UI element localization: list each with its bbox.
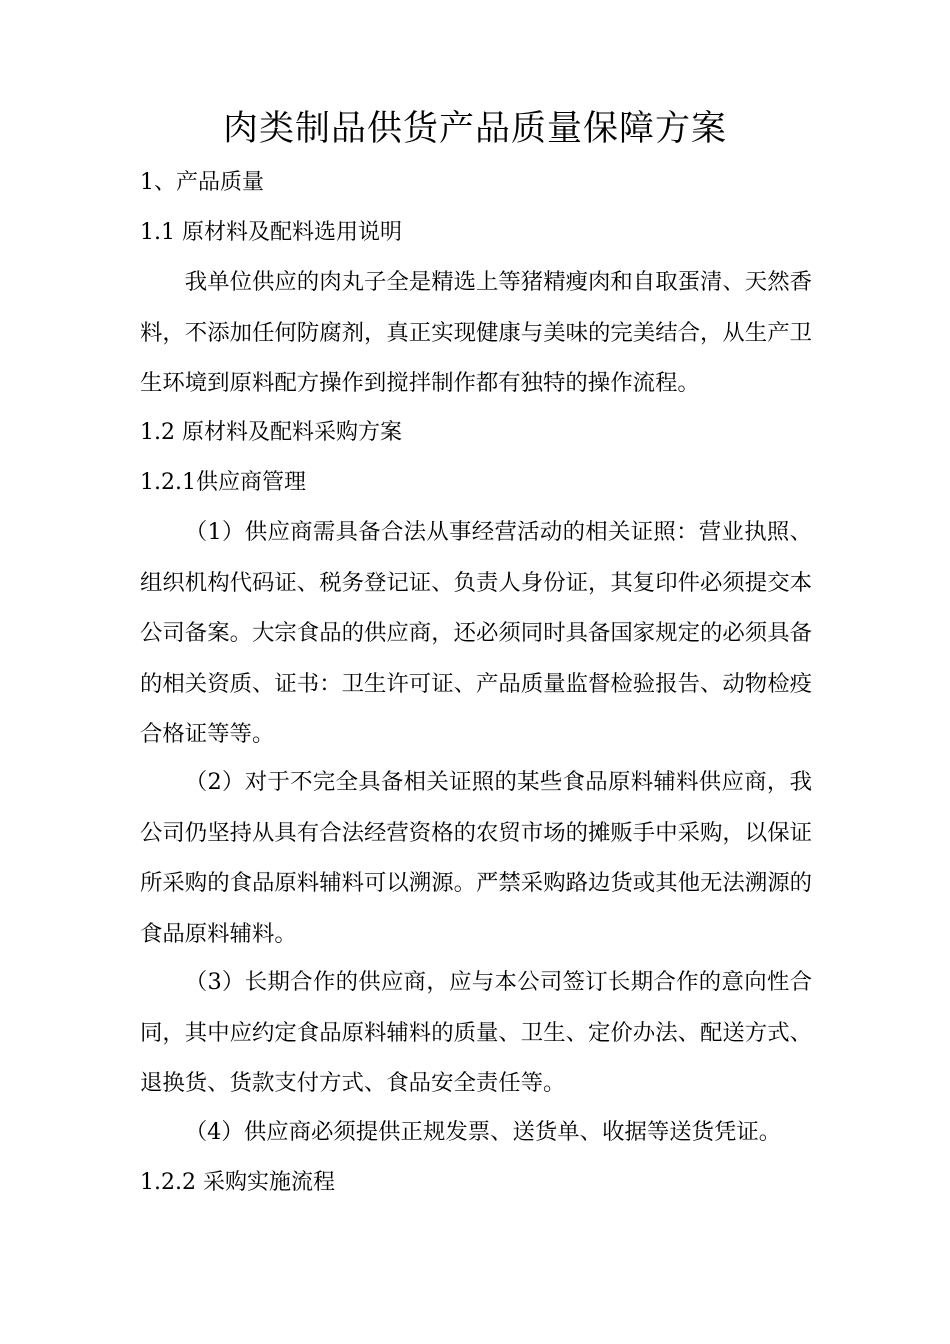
section-heading-1-2-2: 1.2.2 采购实施流程 bbox=[140, 1170, 335, 1195]
section-heading-1-2-1: 1.2.1供应商管理 bbox=[140, 470, 306, 495]
section-heading-1: 1、产品质量 bbox=[140, 170, 264, 195]
section-heading-1-1: 1.1 原材料及配料选用说明 bbox=[140, 220, 402, 245]
section-heading-1-2: 1.2 原材料及配料采购方案 bbox=[140, 420, 402, 445]
document-title: 肉类制品供货产品质量保障方案 bbox=[222, 109, 727, 149]
paragraph-supplier-licenses: （1）供应商需具备合法从事经营活动的相关证照：营业执照、组织机构代码证、税务登记证、负责人身份证，其复印件必须提交本公司备案。大宗食品的供应商，还必须同时具备国家规定的必须具备的相关资质、证书：卫生许可证、产品质量监督检验报告、动物检疫合格证等等。 bbox=[140, 519, 812, 747]
paragraph-long-term-contract: （3）长期合作的供应商，应与本公司签订长期合作的意向性合同，其中应约定食品原料辅料的质量、卫生、定价办法、配送方式、退换货、货款支付方式、食品安全责任等。 bbox=[140, 969, 812, 1096]
paragraph-market-vendors: （2）对于不完全具备相关证照的某些食品原料辅料供应商，我公司仍坚持从具有合法经营资格的农贸市场的摊贩手中采购，以保证所采购的食品原料辅料可以溯源。严禁采购路边货或其他无法溯源的食品原料辅料。 bbox=[140, 769, 812, 947]
paragraph-raw-materials: 我单位供应的肉丸子全是精选上等猪精瘦肉和自取蛋清、天然香料，不添加任何防腐剂，真正实现健康与美味的完美结合，从生产卫生环境到原料配方操作到搅拌制作都有独特的操作流程。 bbox=[140, 269, 812, 396]
paragraph-delivery-documents: （4）供应商必须提供正规发票、送货单、收据等送货凭证。 bbox=[184, 1119, 782, 1145]
